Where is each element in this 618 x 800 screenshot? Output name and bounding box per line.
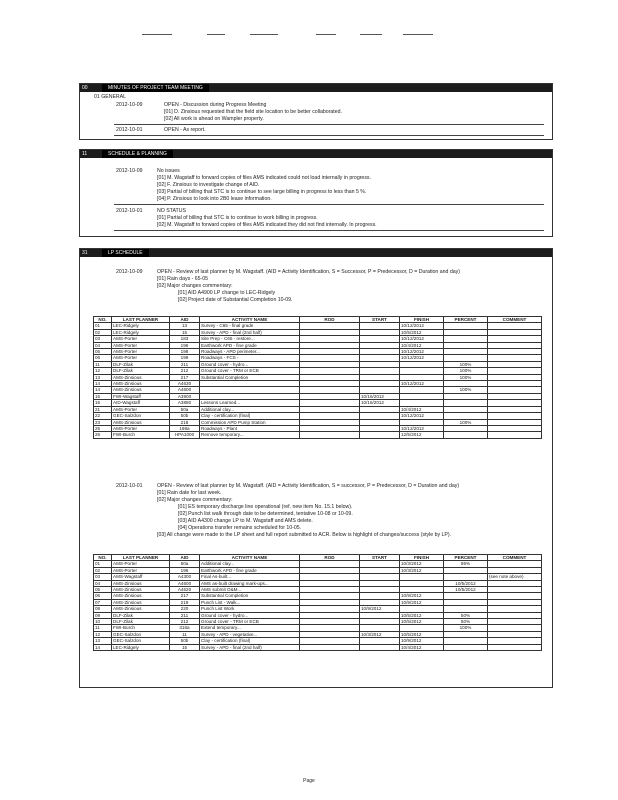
table-cell: 50b <box>170 638 200 644</box>
table-cell: 199 <box>170 355 200 361</box>
table-cell: 02 <box>94 329 112 335</box>
table-cell: A4620 <box>170 587 200 593</box>
table-cell: 10/12/2012 <box>400 355 444 361</box>
table-cell: 100% <box>444 625 488 631</box>
table-cell: 10/16/2012 <box>360 400 400 406</box>
section-lp-schedule <box>79 248 553 688</box>
entry-rule <box>114 124 544 125</box>
entry-line: [03] AID A4300 change LP to M. Wagstaff and AMS delete. <box>178 518 313 524</box>
table-cell: 198 <box>170 349 200 355</box>
table-cell: 10/12/2012 <box>400 381 444 387</box>
table-cell: 217 <box>170 374 200 380</box>
table-cell: A4600 <box>170 387 200 393</box>
table-cell: Ground cover - TRM or ECB <box>200 368 300 374</box>
table-cell: AMS-Zinsious <box>112 599 170 605</box>
entry-line: [04] Operations transfer remains scheduled for 10-05. <box>178 525 302 531</box>
table-cell: 05 <box>94 587 112 593</box>
entry-date: 2012-10-01 <box>116 127 143 133</box>
table-cell: 06 <box>94 355 112 361</box>
table-cell: LEC-Ridgely <box>112 644 170 650</box>
table-cell <box>488 644 542 650</box>
table-cell: Substantial Completion <box>200 374 300 380</box>
table-cell: AMS-Zinsious <box>112 587 170 593</box>
entry-line: [01] Partial of billing that STC is to continue to work billing in progress. <box>157 215 318 221</box>
table-cell: DLF-Zilak <box>112 612 170 618</box>
table-cell: 50a <box>170 406 200 412</box>
table-cell: 13 <box>170 323 200 329</box>
table-cell: 196 <box>170 342 200 348</box>
table-cell: 100% <box>444 419 488 425</box>
table-cell: Final As-built... <box>200 574 300 580</box>
table-row <box>94 644 542 650</box>
section-general <box>79 83 553 140</box>
table-cell: Survey - APD - vegetative... <box>200 631 300 637</box>
header-rule <box>207 34 225 35</box>
header-rule <box>403 34 433 35</box>
entry-line: OPEN - Review of last planner by M. Wagstaff. (AID = Activity Identification, S = Successor, P = Predecessor, D = Duration and day) <box>157 269 460 275</box>
table-cell: 219 <box>170 599 200 605</box>
table-cell <box>488 432 542 438</box>
section-schedule <box>79 149 553 237</box>
table-cell: 10/4/2012 <box>400 644 444 650</box>
table-cell: GEC-Salzdon <box>112 413 170 419</box>
table-cell: 10/16/2012 <box>360 393 400 399</box>
entry-line: [01] M. Wagstaff to forward copies of files AMS indicated could not load internally in progress. <box>157 175 371 181</box>
table-cell: 50% <box>444 619 488 625</box>
entry-date: 2012-10-09 <box>116 168 143 174</box>
table-cell: 04 <box>94 580 112 586</box>
section-bar <box>80 150 552 158</box>
table-cell: DLF-Zilak <box>112 368 170 374</box>
table-cell: 10/3/2012 <box>400 567 444 573</box>
table-cell: 04 <box>94 342 112 348</box>
table-cell: AMS-Porter <box>112 425 170 431</box>
entry-rule <box>114 230 544 231</box>
section-title: SCHEDULE & PLANNING <box>102 150 173 158</box>
table-cell: 06 <box>94 593 112 599</box>
entry-line: OPEN - Review of last planner by M. Wagstaff. (AID = Activity Identification, S = successor, P = Predecessor, D = Duration and day) <box>157 483 460 489</box>
table-cell: 100% <box>444 374 488 380</box>
table-cell: AMS-Porter <box>112 567 170 573</box>
column-header: COMMENT <box>488 555 542 561</box>
table-cell: AMS-Wagstaff <box>112 574 170 580</box>
table-cell: 21 <box>94 406 112 412</box>
table-cell: Earthwork APD - fine grade <box>200 342 300 348</box>
table-cell: 07 <box>94 599 112 605</box>
section-bar <box>80 249 552 257</box>
entry-date: 2012-10-01 <box>116 208 143 214</box>
entry-line: [02] M. Wagstaff to forward copies of files AMS indicated they did not find internally. In progress. <box>157 222 377 228</box>
table-cell: 10/12/2012 <box>400 336 444 342</box>
table-cell: AMS-Zinsious <box>112 387 170 393</box>
entry-line: [04] P. Zinsious to look into 2B0 lease information. <box>157 196 272 202</box>
column-header: PERCENT <box>444 555 488 561</box>
table-cell: AMS-Zinsious <box>112 374 170 380</box>
table-cell: FWI-Burch <box>112 432 170 438</box>
table-cell: LEC-Ridgely <box>112 329 170 335</box>
table-cell: Site Prep - C65 - restore... <box>200 336 300 342</box>
column-header: ROD <box>300 555 360 561</box>
table-cell: 198a <box>170 425 200 431</box>
table-cell: AMS-Zinsious <box>112 580 170 586</box>
table-cell: 15 <box>94 393 112 399</box>
table-cell: 100% <box>444 361 488 367</box>
table-cell: GEC-Salzdon <box>112 638 170 644</box>
table-cell: 03 <box>94 336 112 342</box>
entry-line: [02] All work is ahead on Wampler property. <box>164 116 264 122</box>
table-cell: 01 <box>94 323 112 329</box>
table-cell: 100% <box>444 368 488 374</box>
table-cell: A3900 <box>170 393 200 399</box>
table-cell: 09 <box>94 612 112 618</box>
column-header: START <box>360 555 400 561</box>
table-cell: Punch List Work <box>200 606 300 612</box>
table-cell: 14 <box>94 387 112 393</box>
table-cell <box>444 644 488 650</box>
section-bar <box>80 84 552 92</box>
table-cell: 211 <box>170 361 200 367</box>
table-cell: 95% <box>444 561 488 567</box>
table-row <box>94 432 542 438</box>
column-header: ROD <box>300 317 360 323</box>
table-cell: 212 <box>170 368 200 374</box>
entry-rule <box>114 204 544 205</box>
table-cell: AMS submit O&M... <box>200 587 300 593</box>
table-cell: 217 <box>170 593 200 599</box>
entry-line: [01] Rain date for last week. <box>157 490 222 496</box>
table-cell: 01 <box>94 561 112 567</box>
table-cell: 11 <box>94 625 112 631</box>
table-cell: A4300 <box>170 574 200 580</box>
table-cell: FWI-Wagstaff <box>112 393 170 399</box>
table-cell: Survey - APD - final (2nd half) <box>200 329 300 335</box>
table-cell: Commission APD Pump Station <box>200 419 300 425</box>
table-cell: 10/12/2012 <box>400 323 444 329</box>
column-header: LAST PLANNER <box>112 555 170 561</box>
section-title: MINUTES OF PROJECT TEAM MEETING <box>102 84 209 92</box>
column-header: PERCENT <box>444 317 488 323</box>
table-cell: 10/5/2012 <box>444 580 488 586</box>
table-cell: Ground cover - hydro... <box>200 612 300 618</box>
table-cell: 10 <box>94 619 112 625</box>
table-cell: 50% <box>444 612 488 618</box>
header-rule <box>250 34 278 35</box>
table-cell: 10/3/2012 <box>400 561 444 567</box>
table-cell: Survey - APD - final (2nd half) <box>200 644 300 650</box>
column-header: ACTIVITY NAME <box>200 555 300 561</box>
table-cell: 212 <box>170 619 200 625</box>
table-cell: AMS-Porter <box>112 406 170 412</box>
table-cell: DLF-Zilak <box>112 361 170 367</box>
entry-line: [01] Rain days - 65-05 <box>157 276 209 282</box>
table-cell: LEC-Ridgely <box>112 323 170 329</box>
subsection-label: 01 GENERAL <box>94 94 127 100</box>
table-cell: 316a <box>170 625 200 631</box>
table-cell: A3880 <box>170 400 200 406</box>
table-cell: Additional clay... <box>200 406 300 412</box>
table-cell: 10/9/2012 <box>400 593 444 599</box>
table-cell: 13 <box>94 374 112 380</box>
table-cell: 211 <box>170 612 200 618</box>
section-number: 31 <box>82 250 88 256</box>
entry-line: No issues <box>157 168 180 174</box>
table-cell: 05 <box>94 349 112 355</box>
table-cell: 12/5/2012 <box>400 432 444 438</box>
page-footer: Page <box>303 778 315 784</box>
table-cell <box>300 432 360 438</box>
entry-line: [02] Punch list walk through date to be determined, tentative 10-08 or 10-09. <box>178 511 353 517</box>
table-cell: GEC-Salzdon <box>112 631 170 637</box>
section-number: 00 <box>82 85 88 91</box>
table-cell: 10/5/2012 <box>400 631 444 637</box>
table-cell: 10/12/2012 <box>400 349 444 355</box>
entry-line: [03] Partial of billing that STC is to continue to see large billing in progress to less than 5 %. <box>157 189 367 195</box>
header-rule <box>316 34 336 35</box>
entry-line: [02] Major changes commentary: <box>157 283 233 289</box>
table-cell: 12 <box>94 631 112 637</box>
table-cell: 23 <box>94 419 112 425</box>
table-cell: AMS-Porter <box>112 355 170 361</box>
column-header: LAST PLANNER <box>112 317 170 323</box>
table-cell: Roadways - Plant <box>200 425 300 431</box>
table-cell: 25 <box>94 425 112 431</box>
table-cell: Ground cover - TRM or ECB <box>200 619 300 625</box>
table-cell: AMS-Porter <box>112 349 170 355</box>
entry-line: OPEN - Discussion during Progress Meeting <box>164 102 267 108</box>
table-cell: AMS-Zinsious <box>112 593 170 599</box>
table-cell: DLF-Zilak <box>112 619 170 625</box>
table-cell: Earthwork APD - fine grade <box>200 567 300 573</box>
column-header: ACTIVITY NAME <box>200 317 300 323</box>
section-number: 11 <box>82 151 88 157</box>
entry-date: 2012-10-09 <box>116 102 143 108</box>
table-cell: 10/9/2012 <box>400 599 444 605</box>
table-cell: 14 <box>94 644 112 650</box>
table-cell: A4600 <box>170 580 200 586</box>
lp-table <box>93 554 542 651</box>
table-cell: 12 <box>94 368 112 374</box>
entry-date: 2012-10-09 <box>116 269 143 275</box>
table-cell: Roadways - FCS - <box>200 355 300 361</box>
column-header: AID <box>170 317 200 323</box>
table-cell: 10/3/2012 <box>360 631 400 637</box>
column-header: NO. <box>94 555 112 561</box>
table-cell: (see note above) <box>488 574 542 580</box>
entry-line: [01] ES temporary discharge line operational (ref. new item No. 15.1 below). <box>178 504 353 510</box>
table-cell: Ground cover - hydro... <box>200 361 300 367</box>
table-cell: AMS-Porter <box>112 342 170 348</box>
table-cell: AMS-Zinsious <box>112 419 170 425</box>
table-cell: 10/9/2012 <box>360 606 400 612</box>
table-cell: AMS-Porter <box>112 336 170 342</box>
table-cell: 11 <box>170 631 200 637</box>
table-cell: 50b <box>170 413 200 419</box>
table-cell: Additional clay... <box>200 561 300 567</box>
table-cell: 15 <box>170 329 200 335</box>
entry-line: OPEN - As report. <box>164 127 206 133</box>
table-cell: Clay - certification (final) <box>200 413 300 419</box>
table-cell: AMS-Zinsious <box>112 606 170 612</box>
entry-line: [02] Major changes commentary: <box>157 497 233 503</box>
table-cell: AMS-Porter <box>112 561 170 567</box>
entry-rule <box>114 135 544 136</box>
header-rule <box>360 34 382 35</box>
table-cell: 218 <box>170 419 200 425</box>
table-cell: 26 <box>94 432 112 438</box>
table-cell: 10/5/2012 <box>400 612 444 618</box>
table-cell: 16 <box>94 400 112 406</box>
lp-table <box>93 316 542 439</box>
column-header: FINISH <box>400 555 444 561</box>
table-cell: HPA1000 <box>170 432 200 438</box>
column-header: AID <box>170 555 200 561</box>
table-cell <box>444 432 488 438</box>
table-cell: Clay - certification (final) <box>200 638 300 644</box>
column-header: START <box>360 317 400 323</box>
table-cell: AID-Wagstaff <box>112 400 170 406</box>
table-cell: Substantial Completion <box>200 593 300 599</box>
table-cell: 10/9/2012 <box>400 638 444 644</box>
table-cell: 10/4/2012 <box>400 342 444 348</box>
entry-line: [02] Project date of Substantial Completion 10-09. <box>178 297 293 303</box>
table-cell <box>360 644 400 650</box>
table-cell: 08 <box>94 606 112 612</box>
table-cell: Remove temporary... <box>200 432 300 438</box>
table-cell: 03 <box>94 574 112 580</box>
table-cell: 14 <box>94 381 112 387</box>
table-cell: 22 <box>94 413 112 419</box>
table-cell: 11 <box>94 361 112 367</box>
table-cell: 13 <box>94 638 112 644</box>
table-cell: 15 <box>170 644 200 650</box>
table-cell <box>360 432 400 438</box>
table-cell <box>300 644 360 650</box>
table-cell: 50a <box>170 561 200 567</box>
table-cell: Survey - C65 - final grade <box>200 323 300 329</box>
table-cell: 10/5/2012 <box>400 619 444 625</box>
table-cell: AMS as-built drawing mark-ups... <box>200 580 300 586</box>
table-cell: AMS-Zinsious <box>112 381 170 387</box>
table-cell: 02 <box>94 567 112 573</box>
header-rule <box>142 34 172 35</box>
column-header: NO. <box>94 317 112 323</box>
entry-date: 2012-10-01 <box>116 483 143 489</box>
column-header: COMMENT <box>488 317 542 323</box>
table-cell: Extend temporary... <box>200 625 300 631</box>
table-cell: 10/12/2012 <box>400 425 444 431</box>
table-cell: 100% <box>444 387 488 393</box>
table-cell: 183 <box>170 336 200 342</box>
entry-line: [02] F. Zinsious to investigate change of AID. <box>157 182 260 188</box>
table-cell: A4630 <box>170 381 200 387</box>
entry-line: [01] D. Zinsious requested that the field site location to be better collaborated. <box>164 109 342 115</box>
entry-line: [03] All change were made to the LP sheet and full report submitted to ACR. Below is highlight of changes/success (style by LP). <box>157 532 452 538</box>
table-cell: 10/4/2012 <box>400 406 444 412</box>
table-cell: Lessons Learned... <box>200 400 300 406</box>
section-title: LP SCHEDULE <box>102 249 149 257</box>
column-header: FINISH <box>400 317 444 323</box>
table-cell: 10/5/2012 <box>444 587 488 593</box>
table-cell: 196 <box>170 567 200 573</box>
table-cell: 10/5/2012 <box>400 329 444 335</box>
table-cell: Roadways - APD perimeter... <box>200 349 300 355</box>
table-cell: Punch List - Walk... <box>200 599 300 605</box>
entry-line: NO STATUS <box>157 208 186 214</box>
table-cell: 220 <box>170 606 200 612</box>
table-cell: FWI-Burch <box>112 625 170 631</box>
entry-line: [01] AID A4900 LP change to LEC-Ridgely <box>178 290 276 296</box>
table-cell: 10/12/2012 <box>400 413 444 419</box>
